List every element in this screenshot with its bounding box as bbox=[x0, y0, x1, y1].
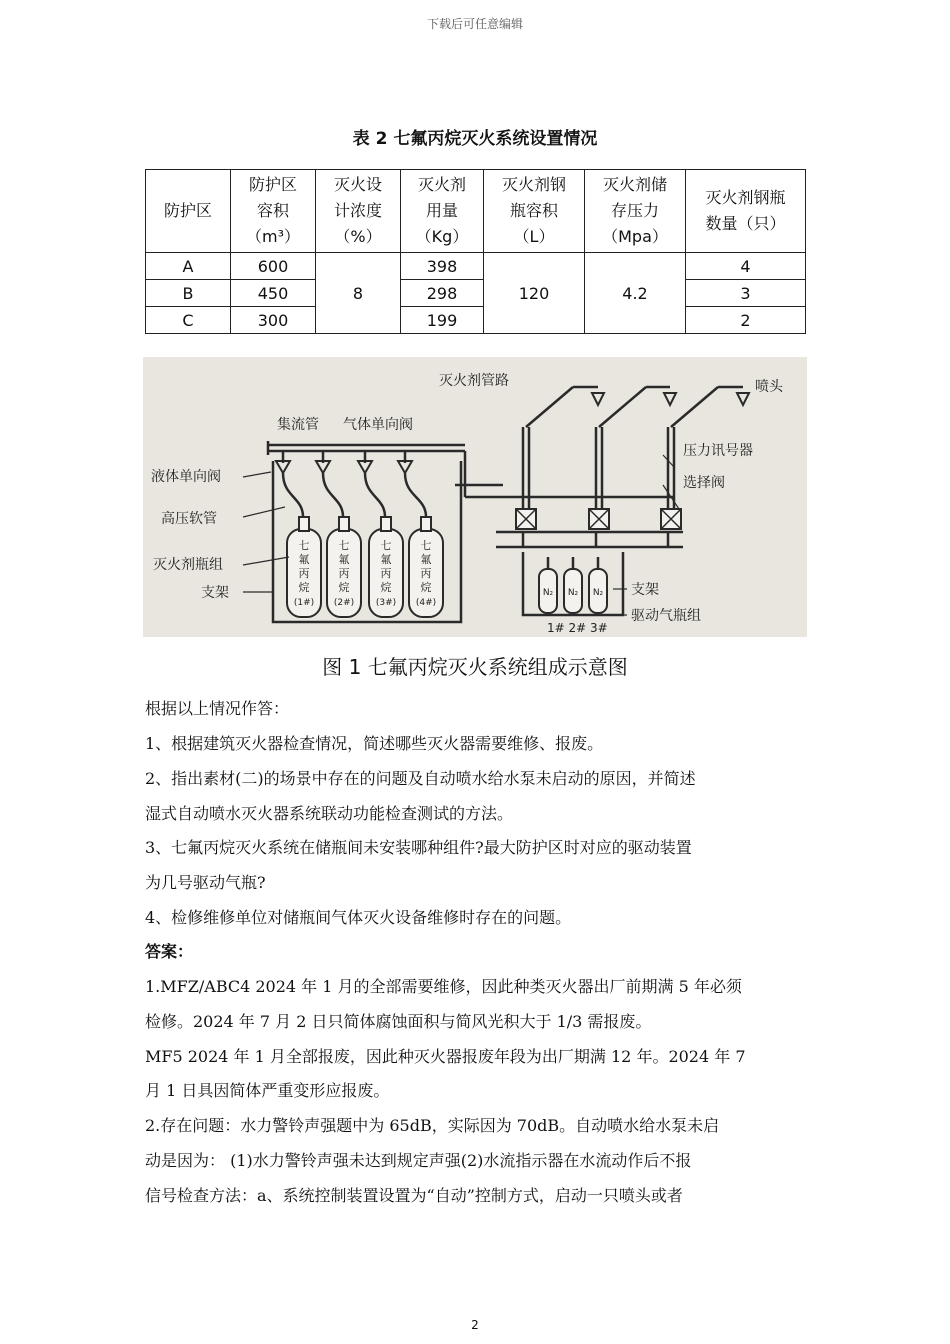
cylinder-label-char: 丙 bbox=[298, 567, 310, 580]
cell-pressure: 4.2 bbox=[585, 253, 686, 334]
table-row bbox=[146, 307, 806, 334]
cylinder-label-char: 烷 bbox=[338, 581, 350, 594]
label-liquid-check-valve: 液体单向阀 bbox=[151, 469, 221, 485]
header-agent: 灭火剂 用量 （Kg） bbox=[401, 170, 484, 253]
cell-zone: A bbox=[146, 253, 231, 280]
cylinder-number: (1#) bbox=[293, 598, 315, 608]
header-cylinder-volume: 灭火剂钢 瓶容积 （L） bbox=[484, 170, 585, 253]
header-zone: 防护区 bbox=[146, 170, 231, 253]
label-n2-2: N₂ bbox=[567, 588, 579, 598]
cylinder-label-char: 烷 bbox=[380, 581, 392, 594]
cylinder-label-char: 烷 bbox=[420, 581, 432, 594]
label-pipe: 灭火剂管路 bbox=[439, 373, 509, 389]
cell-concentration: 8 bbox=[316, 253, 401, 334]
cell-volume: 600 bbox=[231, 253, 316, 280]
cylinder-number: (4#) bbox=[415, 598, 437, 608]
cylinder-label-char: 氟 bbox=[380, 553, 392, 566]
cell-count: 3 bbox=[686, 280, 806, 307]
answers-heading: 答案： bbox=[145, 942, 194, 961]
header-concentration: 灭火设 计浓度 （%） bbox=[316, 170, 401, 253]
answer-2-line-2: 动是因为： (1)水力警铃声强未达到规定声强(2)水流指示器在水流动作后不报 bbox=[145, 1151, 692, 1170]
label-n2-3: N₂ bbox=[592, 588, 604, 598]
figure-caption: 图 1 七氟丙烷灭火系统组成示意图 bbox=[322, 655, 628, 679]
answer-2-line-3: 信号检查方法：a、系统控制装置设置为“自动”控制方式，启动一只喷头或者 bbox=[145, 1186, 683, 1205]
cell-agent: 298 bbox=[401, 280, 484, 307]
table-row bbox=[146, 253, 806, 280]
cylinder-label-char: 烷 bbox=[298, 581, 310, 594]
page-header: 下载后可任意编辑 bbox=[426, 17, 523, 31]
label-cylinder-group: 灭火剂瓶组 bbox=[153, 557, 223, 573]
question-4: 4、检修维修单位对储瓶间气体灭火设备维修时存在的问题。 bbox=[145, 908, 572, 927]
cylinder-label-char: 氟 bbox=[298, 553, 310, 566]
cell-zone: B bbox=[146, 280, 231, 307]
cylinder-label-char: 七 bbox=[420, 539, 432, 552]
cylinder-label-char: 氟 bbox=[420, 553, 432, 566]
cell-zone: C bbox=[146, 307, 231, 334]
label-rack-left: 支架 bbox=[201, 585, 229, 601]
cell-volume: 300 bbox=[231, 307, 316, 334]
cylinder-label-char: 七 bbox=[380, 539, 392, 552]
answer-2-line-1: 2.存在问题：水力警铃声强题中为 65dB，实际因为 70dB。自动喷水给水泵未启 bbox=[145, 1116, 720, 1135]
cell-agent: 199 bbox=[401, 307, 484, 334]
label-n2-1: N₂ bbox=[542, 588, 554, 598]
intro-text: 根据以上情况作答： bbox=[145, 699, 290, 718]
label-hose: 高压软管 bbox=[161, 511, 217, 527]
table-row bbox=[146, 280, 806, 307]
label-manifold: 集流管 bbox=[277, 417, 319, 433]
label-selector-valve: 选择阀 bbox=[683, 475, 725, 491]
question-1: 1、根据建筑灭火器检查情况，简述哪些灭火器需要维修、报废。 bbox=[145, 734, 604, 753]
label-nozzle: 喷头 bbox=[755, 379, 783, 395]
settings-table bbox=[145, 169, 806, 334]
label-pressure-switch: 压力讯号器 bbox=[683, 443, 753, 459]
header-pressure: 灭火剂储 存压力 （Mpa） bbox=[585, 170, 686, 253]
question-3-line-1: 3、七氟丙烷灭火系统在储瓶间未安装哪种组件?最大防护区时对应的驱动装置 bbox=[145, 838, 692, 857]
cylinder-number: (2#) bbox=[333, 598, 355, 608]
label-drive-numbers: 1# 2# 3# bbox=[547, 621, 608, 635]
cylinder-label-char: 丙 bbox=[380, 567, 392, 580]
answer-1-line-4: 月 1 日具因简体严重变形应报废。 bbox=[145, 1081, 390, 1100]
table-title: 表 2 七氟丙烷灭火系统设置情况 bbox=[352, 129, 598, 149]
answer-1-line-3: MF5 2024 年 1 月全部报废，因此种灭火器报废年段为出厂期满 12 年。2024 年 7 bbox=[145, 1047, 746, 1066]
cell-count: 2 bbox=[686, 307, 806, 334]
question-2-line-1: 2、指出素材(二)的场景中存在的问题及自动喷水给水泵未启动的原因，并简述 bbox=[145, 769, 696, 788]
question-3-line-2: 为几号驱动气瓶? bbox=[145, 873, 266, 892]
cell-cylinder-volume: 120 bbox=[484, 253, 585, 334]
cylinder-label-char: 氟 bbox=[338, 553, 350, 566]
header-volume: 防护区 容积 （m³） bbox=[231, 170, 316, 253]
cylinder-label-char: 丙 bbox=[338, 567, 350, 580]
answer-1-line-2: 检修。2024 年 7 月 2 日只简体腐蚀面积与简风光积大于 1/3 需报废。 bbox=[145, 1012, 652, 1031]
system-diagram bbox=[143, 357, 807, 637]
label-drive-group: 驱动气瓶组 bbox=[631, 608, 701, 624]
cylinder-label-char: 丙 bbox=[420, 567, 432, 580]
label-rack-right: 支架 bbox=[631, 582, 659, 598]
answer-1-line-1: 1.MFZ/ABC4 2024 年 1 月的全部需要维修，因此种类灭火器出厂前期满 5 年必须 bbox=[145, 977, 742, 996]
question-2-line-2: 湿式自动喷水灭火器系统联动功能检查测试的方法。 bbox=[145, 804, 514, 823]
cylinder-label-char: 七 bbox=[298, 539, 310, 552]
page-number: 2 bbox=[471, 1318, 479, 1332]
cell-agent: 398 bbox=[401, 253, 484, 280]
cell-volume: 450 bbox=[231, 280, 316, 307]
cylinder-label-char: 七 bbox=[338, 539, 350, 552]
label-gas-check-valve: 气体单向阀 bbox=[343, 417, 413, 433]
cell-count: 4 bbox=[686, 253, 806, 280]
table-header-row bbox=[146, 170, 806, 253]
header-count: 灭火剂钢瓶 数量（只） bbox=[686, 170, 806, 253]
cylinder-number: (3#) bbox=[375, 598, 397, 608]
